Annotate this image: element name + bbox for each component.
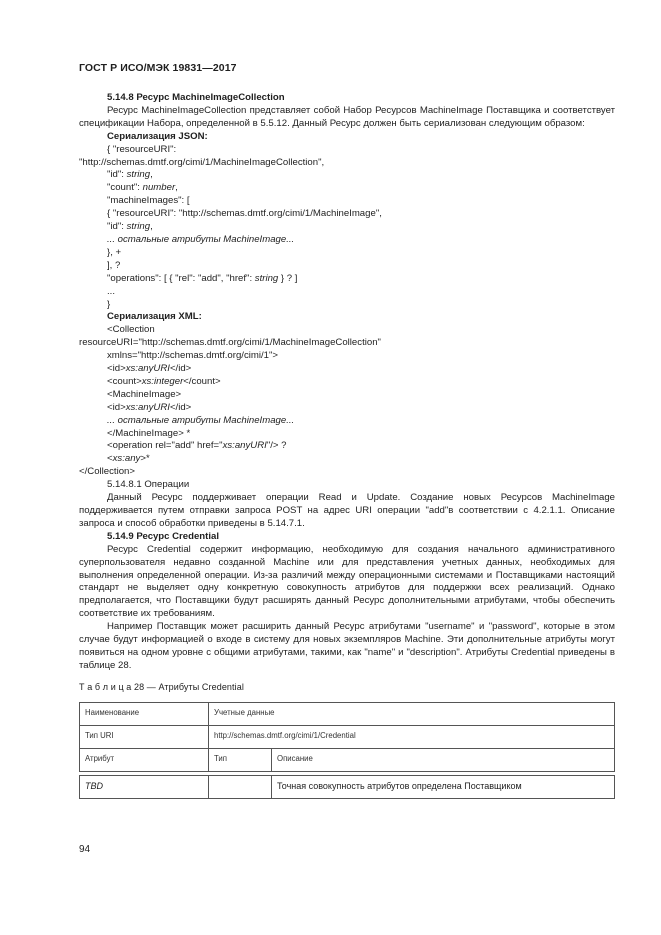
code-line: ... остальные атрибуты MachineImage... (107, 414, 295, 426)
code-line: </MachineImage> * (107, 427, 191, 439)
code-line: "id": string, (107, 221, 153, 233)
json-code-block (79, 144, 615, 312)
table-row (80, 775, 615, 798)
table-cell (209, 775, 272, 798)
table-cell: http://schemas.dmtf.org/cimi/1/Credential (209, 725, 615, 748)
code-line: "count": number, (107, 182, 178, 194)
code-line: <count>xs:integer</count> (107, 375, 221, 387)
code-line: <xs:any>* (107, 453, 150, 465)
table-cell: Точная совокупность атрибутов определена Поставщиком (272, 775, 615, 798)
code-line: "id": string, (107, 169, 153, 181)
table-row (80, 702, 615, 725)
subsection-title-operations: 5.14.8.1 Операции (107, 479, 190, 491)
table-header-cell: Тип (209, 748, 272, 771)
table-header-cell: Атрибут (80, 748, 209, 771)
page-number: 94 (79, 844, 91, 855)
code-line: <operation rel="add" href="xs:anyURI"/> ? (107, 440, 287, 452)
section-paragraph: Ресурс Credential содержит информацию, необходимую для создания начального административного суперпользователя недавно созданной Machine или для представления учетных данных, необходимых для выполнения определенной операции. Из-за различий между операционными системами и Поставщиками настоящий стандарт не выделяет одну конкретную совокупность атрибутов для поддержки всех реализаций. Однако предполагается, что Поставщики будут расширять данный Ресурс дополнительными атрибутами, чтобы обеспечить соответствие их требованиям. (79, 543, 615, 620)
page-content (79, 92, 615, 799)
section-paragraph: Данный Ресурс поддерживает операции Read и Update. Создание новых Ресурсов MachineImage поддерживается путем отправки запроса POST на адрес URI операции "add"в соответствии с 4.2.1.1. Описание запроса и способ обработки приведены в 5.14.7.1. (79, 492, 615, 529)
section-title-credential: 5.14.9 Ресурс Credential (107, 530, 220, 542)
code-line: "machineImages": [ (107, 195, 190, 207)
xml-serialization-title: Сериализация XML: (107, 311, 202, 323)
code-line: <id>xs:anyURI</id> (107, 401, 192, 413)
code-line: <Collection (107, 324, 155, 336)
code-line: xmlns="http://schemas.dmtf.org/cimi/1"> (107, 350, 279, 362)
json-serialization-title: Сериализация JSON: (107, 130, 208, 142)
code-line: resourceURI="http://schemas.dmtf.org/cimi/1/MachineImageCollection" (79, 337, 381, 349)
table-row (80, 725, 615, 748)
table-caption: Т а б л и ц а 28 — Атрибуты Credential (79, 681, 244, 692)
section-paragraph: Ресурс MachineImageCollection представляет собой Набор Ресурсов MachineImage Поставщика и соответствует спецификации Набора, определенной в 5.5.12. Данный Ресурс должен быть сериализован следующим образом: (79, 104, 615, 129)
code-line: "http://schemas.dmtf.org/cimi/1/MachineImageCollection", (79, 156, 325, 168)
code-line: ... (107, 285, 115, 297)
xml-code-block (79, 324, 615, 479)
code-line: <MachineImage> (107, 388, 182, 400)
code-line: "operations": [ { "rel": "add", "href": string } ? ] (107, 272, 298, 284)
table-cell: Тип URI (80, 725, 209, 748)
section-paragraph: Например Поставщик может расширить данный Ресурс атрибутами "username" и "password", которые в этом случае будут информацией о входе в систему для новых экземпляров Machine. Эти дополнительные атрибуты могут появиться на одном уровне с общими атрибутами, такими, как "name" и "description". Атрибуты Credential приведены в таблице 28. (79, 621, 615, 671)
section-title-machineimagecollection: 5.14.8 Ресурс MachineImageCollection (107, 92, 285, 103)
code-line: ], ? (107, 259, 121, 271)
code-line: ... остальные атрибуты MachineImage... (107, 233, 295, 245)
document-header: ГОСТ Р ИСО/МЭК 19831—2017 (79, 62, 237, 74)
table-header-cell: Описание (272, 748, 615, 771)
table-cell: TBD (80, 775, 209, 798)
code-line: <id>xs:anyURI</id> (107, 363, 192, 375)
code-line: } (107, 298, 111, 310)
credential-attributes-table (79, 702, 615, 799)
code-line: </Collection> (79, 466, 135, 478)
code-line: }, + (107, 246, 122, 258)
table-cell: Учетные данные (209, 702, 615, 725)
code-line: { "resourceURI": "http://schemas.dmtf.org/cimi/1/MachineImage", (107, 208, 382, 220)
table-row (80, 748, 615, 771)
table-cell: Наименование (80, 702, 209, 725)
code-line: { "resourceURI": (107, 143, 177, 155)
